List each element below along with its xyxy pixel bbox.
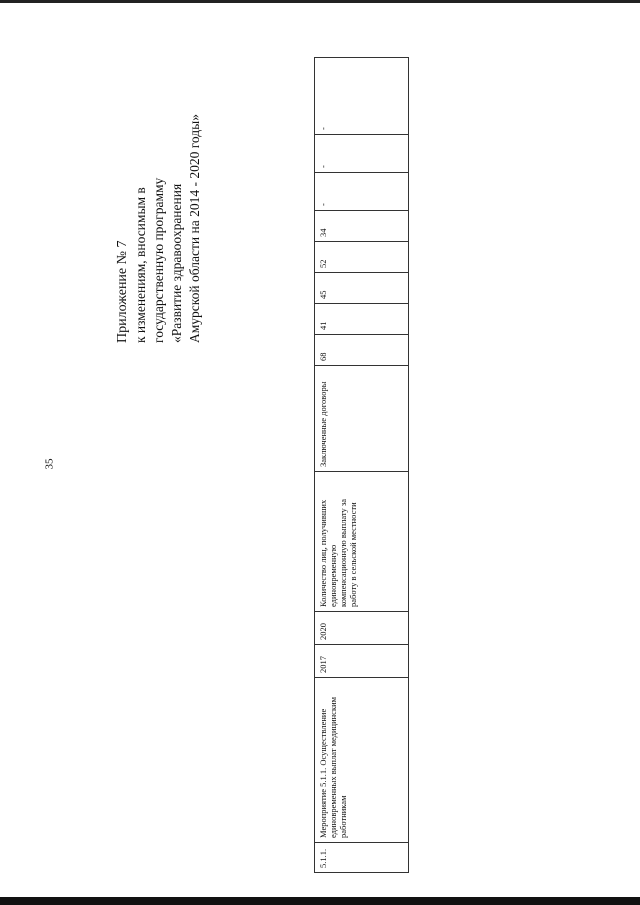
cell-value: - bbox=[314, 57, 408, 134]
cell-value: - bbox=[314, 172, 408, 210]
measures-table bbox=[314, 57, 409, 873]
appendix-line: «Развитие здравоохранения bbox=[168, 183, 184, 343]
cell-value: 45 bbox=[314, 272, 408, 303]
cell-value: 52 bbox=[314, 241, 408, 272]
appendix-header bbox=[114, 23, 204, 343]
page-number: 35 bbox=[43, 458, 56, 470]
cell-value: 68 bbox=[314, 334, 408, 365]
cell-value: 41 bbox=[314, 303, 408, 334]
cell-start-year: 2017 bbox=[314, 644, 408, 677]
appendix-line: к изменениям, вносимым в bbox=[132, 186, 148, 343]
scan-edge-bottom bbox=[0, 897, 640, 905]
cell-name: Мероприятие 5.1.1. Осуществление единовременных выплат медицинским работникам bbox=[314, 677, 408, 842]
cell-indicator: Количество лиц, получивших единовременную компенсационную выплату за работу в сельской местности bbox=[314, 471, 408, 611]
scan-edge-top bbox=[0, 0, 640, 3]
appendix-title: Приложение № 7 bbox=[114, 240, 130, 343]
cell-value: 34 bbox=[314, 210, 408, 241]
cell-value: - bbox=[314, 134, 408, 172]
rotated-sheet bbox=[114, 13, 414, 873]
appendix-line: Амурской области на 2014 - 2020 годы» bbox=[186, 113, 202, 343]
cell-code: 5.1.1. bbox=[314, 842, 408, 872]
appendix-line: государственную программу bbox=[150, 177, 166, 343]
cell-result: Заключенные договоры bbox=[314, 365, 408, 471]
table-row bbox=[314, 57, 408, 872]
cell-end-year: 2020 bbox=[314, 611, 408, 644]
